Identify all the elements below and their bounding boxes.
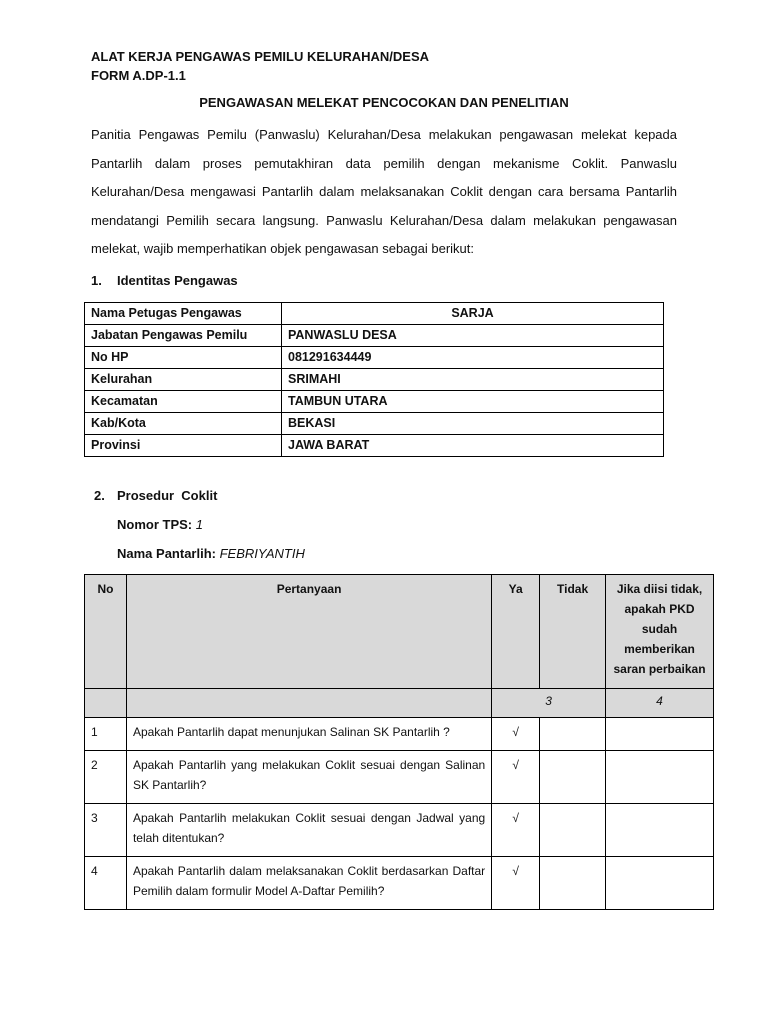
identity-label: Jabatan Pengawas Pemilu — [85, 325, 282, 347]
table-row — [85, 369, 664, 391]
identity-label: Kelurahan — [85, 369, 282, 391]
tidak-checkbox[interactable] — [540, 718, 606, 751]
identity-label: Nama Petugas Pengawas — [85, 303, 282, 325]
section-1-heading — [91, 273, 238, 288]
table-row — [85, 347, 664, 369]
row-number: 1 — [85, 718, 127, 751]
identity-label: Kecamatan — [85, 391, 282, 413]
saran-field[interactable] — [606, 718, 714, 751]
pantarlih-value: FEBRIYANTIH — [219, 546, 305, 561]
header-tidak: Tidak — [540, 575, 606, 689]
row-number: 2 — [85, 751, 127, 804]
identity-value: SARJA — [282, 303, 664, 325]
saran-field[interactable] — [606, 804, 714, 857]
ya-checkbox[interactable]: √ — [492, 718, 540, 751]
ya-checkbox[interactable]: √ — [492, 751, 540, 804]
column-number-4: 4 — [606, 689, 714, 718]
table-row — [85, 413, 664, 435]
pantarlih-label: Nama Pantarlih: — [117, 546, 216, 561]
ya-checkbox[interactable]: √ — [492, 857, 540, 910]
saran-field[interactable] — [606, 751, 714, 804]
identity-table — [84, 302, 664, 457]
identity-value: 081291634449 — [282, 347, 664, 369]
identity-label: No HP — [85, 347, 282, 369]
table-row — [85, 804, 714, 857]
form-code: FORM A.DP-1.1 — [91, 68, 186, 83]
procedure-table — [84, 574, 714, 910]
question-text: Apakah Pantarlih yang melakukan Coklit sesuai dengan Salinan SK Pantarlih? — [126, 751, 491, 804]
saran-field[interactable] — [606, 857, 714, 910]
table-row — [85, 325, 664, 347]
column-number-row — [85, 689, 714, 718]
header-pertanyaan: Pertanyaan — [126, 575, 491, 689]
identity-label: Provinsi — [85, 435, 282, 457]
question-text: Apakah Pantarlih melakukan Coklit sesuai dengan Jadwal yang telah ditentukan? — [126, 804, 491, 857]
tidak-checkbox[interactable] — [540, 804, 606, 857]
table-row — [85, 718, 714, 751]
question-text: Apakah Pantarlih dapat menunjukan Salinan SK Pantarlih ? — [126, 718, 491, 751]
ya-checkbox[interactable]: √ — [492, 804, 540, 857]
section-2-title: Prosedur Coklit — [117, 488, 218, 503]
table-row — [85, 435, 664, 457]
section-2-heading — [94, 488, 217, 503]
section-2-number: 2. — [94, 488, 105, 503]
header-no: No — [85, 575, 127, 689]
table-row — [85, 857, 714, 910]
identity-label: Kab/Kota — [85, 413, 282, 435]
row-number: 3 — [85, 804, 127, 857]
row-number: 4 — [85, 857, 127, 910]
intro-paragraph: Panitia Pengawas Pemilu (Panwaslu) Kelurahan/Desa melakukan pengawasan melekat kepada Pantarlih dalam proses pemutakhiran data pemilih dengan mekanisme Coklit. Panwaslu Kelurahan/Desa mengawasi Pantarlih dalam melaksanakan Coklit dengan cara bersama Pantarlih mendatangi Pemilih secara langsung. Panwaslu Kelurahan/Desa dalam melakukan pengawasan melekat, wajib memperhatikan objek pengawasan sebagai berikut: — [91, 127, 677, 256]
empty-cell — [85, 689, 127, 718]
tps-line — [117, 517, 203, 532]
identity-value: SRIMAHI — [282, 369, 664, 391]
tidak-checkbox[interactable] — [540, 857, 606, 910]
section-1-number: 1. — [91, 273, 102, 288]
empty-cell — [126, 689, 491, 718]
identity-value: TAMBUN UTARA — [282, 391, 664, 413]
identity-value: BEKASI — [282, 413, 664, 435]
column-number-3: 3 — [492, 689, 606, 718]
section-1-title: Identitas Pengawas — [117, 273, 238, 288]
identity-value: JAWA BARAT — [282, 435, 664, 457]
question-text: Apakah Pantarlih dalam melaksanakan Coklit berdasarkan Daftar Pemilih dalam formulir Model A-Daftar Pemilih? — [126, 857, 491, 910]
document-title: PENGAWASAN MELEKAT PENCOCOKAN DAN PENELITIAN — [199, 95, 569, 110]
tps-value: 1 — [195, 517, 203, 532]
table-row — [85, 303, 664, 325]
header-line-1: ALAT KERJA PENGAWAS PEMILU KELURAHAN/DESA — [91, 49, 430, 64]
table-row — [85, 391, 664, 413]
tidak-checkbox[interactable] — [540, 751, 606, 804]
table-row — [85, 751, 714, 804]
header-ya: Ya — [492, 575, 540, 689]
header-saran: Jika diisi tidak, apakah PKD sudah memberikan saran perbaikan — [606, 575, 714, 689]
table-header-row — [85, 575, 714, 689]
tps-label: Nomor TPS: — [117, 517, 193, 532]
identity-value: PANWASLU DESA — [282, 325, 664, 347]
pantarlih-line — [117, 546, 305, 561]
